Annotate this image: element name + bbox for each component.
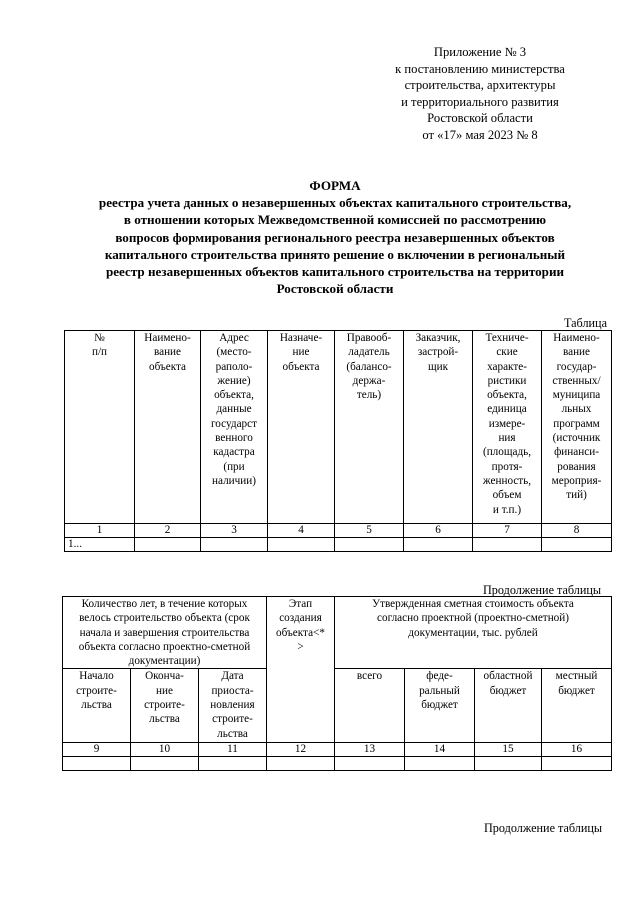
- header-cell: [335, 331, 404, 524]
- column-number: 8: [542, 524, 612, 538]
- form-title: [30, 177, 640, 297]
- form-title-line: в отношении которых Межведомственной комиссией по рассмотрению: [123, 212, 547, 228]
- header-text: Адрес (место- раполо- жение) объекта, данные государст венного кадастра (при наличии): [211, 332, 257, 487]
- header-text: Техниче- ские характе- ристики объекта, единица измере- ния (площадь, протя- женность, объем и т.п.): [482, 332, 532, 516]
- table-cell: [131, 757, 199, 771]
- header-text: Наимено- вание государ- ственных/ муниципа льных программ (источник финанси- рования мероприя- тий): [551, 332, 602, 502]
- table-cell: [135, 538, 201, 552]
- form-title-line: реестр незавершенных объектов капитального строительства на территории: [105, 264, 565, 280]
- table2-subheader-row: [63, 669, 612, 743]
- column-number: 2: [135, 524, 201, 538]
- appendix-line: от «17» мая 2023 № 8: [422, 127, 538, 142]
- appendix-line: строительства, архитектуры: [404, 78, 556, 93]
- table-cell: [335, 757, 405, 771]
- header-cell: [542, 331, 612, 524]
- column-number: 9: [63, 743, 131, 757]
- table-cell: [542, 757, 612, 771]
- table2-caption: Продолжение таблицы: [483, 583, 602, 597]
- table-cell: [268, 538, 335, 552]
- header-cell: [335, 669, 405, 743]
- table1-header-row: [65, 331, 612, 524]
- header-cell: [542, 669, 612, 743]
- continuation-caption: Продолжение таблицы: [484, 821, 603, 835]
- table2-header-row: [63, 597, 612, 669]
- header-text: № п/п: [91, 332, 108, 359]
- appendix-line: Приложение № 3: [433, 45, 527, 59]
- header-text: Правооб- ладатель (балансо- держа- тель): [346, 332, 392, 402]
- table-cell: [201, 538, 268, 552]
- column-number: 3: [201, 524, 268, 538]
- column-number: 16: [542, 743, 612, 757]
- header-cell: [135, 331, 201, 524]
- form-title-line: капитального строительства принято решение о включении в региональный: [104, 246, 566, 262]
- column-number: 12: [267, 743, 335, 757]
- header-text: Количество лет, в течение которых велось строительство объекта (срок начала и завершения строительства объекта согласно проектно-сметной документации): [78, 598, 251, 668]
- header-cell: [268, 331, 335, 524]
- header-text: Оконча- ние строите- льства: [144, 670, 185, 726]
- header-text: феде- ральный бюджет: [419, 670, 460, 712]
- appendix-header: [330, 44, 630, 144]
- header-cell: [65, 331, 135, 524]
- table-cell: [473, 538, 542, 552]
- table-row: [65, 538, 612, 552]
- column-number: 15: [475, 743, 542, 757]
- table1-number-row: [65, 524, 612, 538]
- column-number: 10: [131, 743, 199, 757]
- form-title-line: вопросов формирования регионального реестра незавершенных объектов: [115, 229, 555, 245]
- table-cell: [404, 538, 473, 552]
- header-cell: [199, 669, 267, 743]
- registry-table-part1: [64, 330, 612, 552]
- header-cell: [475, 669, 542, 743]
- header-cell: [405, 669, 475, 743]
- header-text: всего: [356, 670, 383, 683]
- table-cell: [542, 538, 612, 552]
- table2-number-row: [63, 743, 612, 757]
- row-number-cell: 1...: [65, 538, 135, 552]
- column-number: 6: [404, 524, 473, 538]
- header-text: областной бюджет: [483, 670, 533, 697]
- table-cell: [475, 757, 542, 771]
- column-number: 5: [335, 524, 404, 538]
- table-row: [63, 757, 612, 771]
- header-text: Заказчик, застрой- щик: [415, 332, 461, 373]
- header-cell: [201, 331, 268, 524]
- appendix-line: к постановлению министерства: [395, 61, 565, 76]
- header-text: Утвержденная сметная стоимость объекта согласно проектной (проектно-сметной) документации, тыс. рублей: [372, 598, 574, 639]
- form-title-line: Ростовской области: [276, 281, 394, 297]
- header-text: Назначе- ние объекта: [279, 332, 323, 373]
- appendix-line: и территориального развития: [401, 94, 559, 109]
- form-title-line: реестра учета данных о незавершенных объектах капитального строительства,: [98, 195, 572, 211]
- header-cell: [131, 669, 199, 743]
- header-text: Дата приоста- новления строите- льства: [210, 670, 255, 740]
- column-number: 11: [199, 743, 267, 757]
- header-text: Этап создания объекта<* >: [276, 598, 325, 653]
- appendix-line: Ростовской области: [427, 111, 533, 126]
- form-title-line: ФОРМА: [309, 178, 361, 193]
- registry-table-part2: [62, 596, 612, 771]
- column-number: 14: [405, 743, 475, 757]
- table-cell: [267, 757, 335, 771]
- header-text: Наимено- вание объекта: [144, 332, 191, 373]
- header-cell: [267, 597, 335, 743]
- table1-caption: Таблица: [564, 316, 607, 330]
- table-cell: [199, 757, 267, 771]
- header-cell: [63, 669, 131, 743]
- table-cell: [63, 757, 131, 771]
- header-cell: [335, 597, 612, 669]
- header-cell: [473, 331, 542, 524]
- column-number: 4: [268, 524, 335, 538]
- column-number: 7: [473, 524, 542, 538]
- header-text: местный бюджет: [555, 670, 598, 697]
- column-number: 1: [65, 524, 135, 538]
- table-cell: [335, 538, 404, 552]
- header-cell: [63, 597, 267, 669]
- header-text: Начало строите- льства: [76, 670, 117, 712]
- header-cell: [404, 331, 473, 524]
- column-number: 13: [335, 743, 405, 757]
- table-cell: [405, 757, 475, 771]
